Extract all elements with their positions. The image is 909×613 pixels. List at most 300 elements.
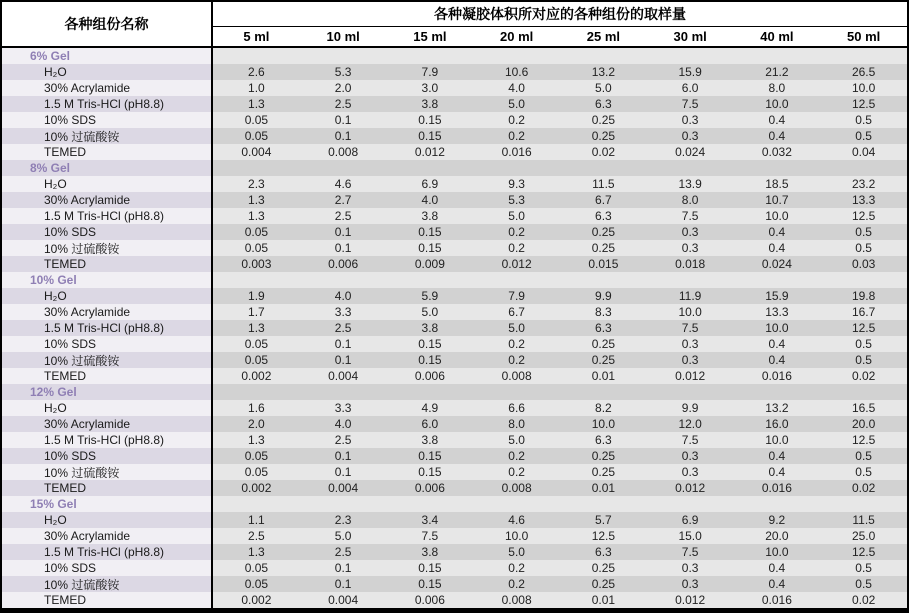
value-cell: 1.3 [213,96,300,112]
value-cell: 10.0 [734,96,821,112]
value-cell: 23.2 [820,176,907,192]
value-cell [213,384,300,400]
value-cell: 0.05 [213,464,300,480]
ingredient-label: 10% 过硫酸铵 [44,577,120,592]
value-cell: 0.012 [647,368,734,384]
ingredient-label: 30% Acrylamide [44,417,131,431]
value-cell: 1.3 [213,320,300,336]
volume-header-cell: 30 ml [673,29,707,44]
value-cell: 6.3 [560,96,647,112]
value-cell: 5.0 [387,304,474,320]
value-cell: 2.0 [213,416,300,432]
value-cell [300,272,387,288]
value-cell: 16.0 [734,416,821,432]
value-cell: 1.9 [213,288,300,304]
value-cell: 0.15 [387,112,474,128]
ingredient-label: H₂O [44,177,67,191]
value-cell: 0.024 [647,144,734,160]
value-cell: 0.4 [734,240,821,256]
value-cell: 5.7 [560,512,647,528]
value-cell: 19.8 [820,288,907,304]
value-cell: 6.3 [560,544,647,560]
value-cell: 11.5 [820,512,907,528]
value-cell [300,48,387,64]
value-cell [647,272,734,288]
volume-header-cell: 20 ml [500,29,534,44]
ingredient-label: H₂O [44,289,67,303]
value-cell: 15.9 [647,64,734,80]
value-cell: 0.15 [387,560,474,576]
ingredient-row [2,144,907,160]
value-cell: 6.9 [647,512,734,528]
ingredient-label: 1.5 M Tris-HCl (pH8.8) [44,545,165,559]
value-cell: 21.2 [734,64,821,80]
value-cell: 0.1 [300,464,387,480]
ingredient-row [2,64,907,80]
value-cell: 0.5 [820,224,907,240]
value-cell: 8.2 [560,400,647,416]
value-cell: 0.012 [647,480,734,496]
value-cell: 2.5 [300,544,387,560]
section-row [2,272,907,288]
value-cell: 6.0 [387,416,474,432]
value-cell [387,384,474,400]
volume-header-cell: 10 ml [326,29,360,44]
ingredient-row [2,128,907,144]
value-cell: 0.4 [734,336,821,352]
value-cell: 0.25 [560,576,647,592]
ingredient-label: 10% SDS [44,449,97,463]
value-cell: 0.5 [820,352,907,368]
value-cell: 0.003 [213,256,300,272]
ingredient-label: 1.5 M Tris-HCl (pH8.8) [44,209,165,223]
value-cell: 0.25 [560,240,647,256]
ingredient-row [2,544,907,560]
value-cell: 0.25 [560,128,647,144]
value-cell: 12.5 [820,96,907,112]
value-cell: 3.4 [387,512,474,528]
value-cell: 11.9 [647,288,734,304]
ingredient-label: H₂O [44,401,67,415]
value-cell: 7.5 [387,528,474,544]
main-header-title: 各种凝胶体积所对应的各种组份的取样量 [213,2,907,27]
value-cell: 13.9 [647,176,734,192]
ingredient-label: TEMED [44,369,86,383]
value-cell: 1.6 [213,400,300,416]
value-cell [213,496,300,512]
ingredient-row [2,208,907,224]
value-cell [560,160,647,176]
value-cell: 0.02 [820,480,907,496]
value-cell: 0.05 [213,112,300,128]
value-cell: 13.2 [560,64,647,80]
value-cell: 0.25 [560,224,647,240]
value-cell: 0.05 [213,352,300,368]
value-cell: 9.3 [473,176,560,192]
value-cell: 8.0 [647,192,734,208]
value-cell: 12.5 [560,528,647,544]
ingredient-row [2,96,907,112]
value-cell [387,160,474,176]
value-cell: 0.009 [387,256,474,272]
value-cell: 0.15 [387,464,474,480]
value-cell: 5.0 [473,208,560,224]
ingredient-label: 10% SDS [44,337,97,351]
components-column-header: 各种组份名称 [2,2,213,46]
value-cell: 2.0 [300,80,387,96]
value-cell [734,160,821,176]
value-cell: 1.3 [213,208,300,224]
volume-header-cell: 50 ml [847,29,881,44]
value-cell: 0.1 [300,128,387,144]
value-cell: 8.0 [734,80,821,96]
value-cell: 0.5 [820,128,907,144]
value-cell: 0.4 [734,576,821,592]
value-cell: 2.5 [300,432,387,448]
value-cell: 0.3 [647,240,734,256]
value-cell [387,272,474,288]
value-cell [820,384,907,400]
value-cell: 0.3 [647,128,734,144]
value-cell: 0.015 [560,256,647,272]
value-cell: 2.5 [300,208,387,224]
value-cell: 12.5 [820,208,907,224]
value-cell [213,160,300,176]
value-cell: 6.3 [560,208,647,224]
value-cell: 4.0 [300,416,387,432]
ingredient-row [2,448,907,464]
value-cell: 0.1 [300,112,387,128]
volume-header-row [213,27,907,46]
value-cell: 7.5 [647,208,734,224]
value-cell [734,272,821,288]
ingredient-label: 1.5 M Tris-HCl (pH8.8) [44,433,165,447]
ingredient-label: 30% Acrylamide [44,529,131,543]
value-cell: 12.5 [820,320,907,336]
value-cell: 4.0 [387,192,474,208]
value-cell: 3.8 [387,320,474,336]
value-cell: 7.9 [387,64,474,80]
value-cell: 0.012 [387,144,474,160]
value-cell [820,160,907,176]
value-cell: 4.6 [300,176,387,192]
value-cell: 11.5 [560,176,647,192]
table-body [2,48,907,608]
value-cell: 0.016 [734,480,821,496]
section-row [2,160,907,176]
value-cell: 0.016 [473,144,560,160]
value-cell: 5.3 [473,192,560,208]
value-cell: 0.2 [473,112,560,128]
value-cell: 10.6 [473,64,560,80]
value-cell: 10.0 [734,320,821,336]
value-cell [213,48,300,64]
volume-header-cell: 25 ml [586,29,620,44]
value-cell: 0.2 [473,240,560,256]
ingredient-row [2,176,907,192]
value-cell: 0.1 [300,224,387,240]
value-cell: 0.4 [734,464,821,480]
ingredient-label: 10% 过硫酸铵 [44,465,120,480]
value-cell: 2.5 [300,320,387,336]
value-cell: 16.7 [820,304,907,320]
value-cell: 5.0 [473,96,560,112]
value-cell: 0.5 [820,336,907,352]
volume-header-cell: 40 ml [760,29,794,44]
ingredient-label: 30% Acrylamide [44,81,131,95]
value-cell: 0.5 [820,240,907,256]
value-cell: 9.9 [560,288,647,304]
ingredient-label: TEMED [44,593,86,607]
value-cell: 9.9 [647,400,734,416]
ingredient-label: TEMED [44,481,86,495]
value-cell: 4.9 [387,400,474,416]
ingredient-label: 30% Acrylamide [44,305,131,319]
value-cell: 0.1 [300,576,387,592]
value-cell: 8.0 [473,416,560,432]
value-cell [560,496,647,512]
value-cell: 0.024 [734,256,821,272]
value-cell: 0.008 [300,144,387,160]
value-cell: 2.7 [300,192,387,208]
value-cell: 4.0 [473,80,560,96]
value-cell: 1.0 [213,80,300,96]
value-cell: 6.7 [560,192,647,208]
value-cell: 0.018 [647,256,734,272]
ingredient-row [2,336,907,352]
value-cell [647,160,734,176]
value-cell: 0.01 [560,480,647,496]
value-cell: 0.4 [734,352,821,368]
value-cell: 0.004 [300,368,387,384]
ingredient-row [2,192,907,208]
volume-header-cell: 5 ml [243,29,270,44]
value-cell: 0.02 [820,368,907,384]
ingredient-label: 10% SDS [44,113,97,127]
value-cell [387,496,474,512]
ingredient-label: TEMED [44,257,86,271]
value-cell: 10.0 [647,304,734,320]
ingredient-row [2,288,907,304]
value-cell: 2.6 [213,64,300,80]
ingredient-row [2,416,907,432]
ingredient-label: 10% 过硫酸铵 [44,353,120,368]
value-cell: 0.05 [213,448,300,464]
ingredient-label: H₂O [44,513,67,527]
value-cell: 0.25 [560,448,647,464]
value-cell: 0.3 [647,224,734,240]
value-cell: 25.0 [820,528,907,544]
value-cell: 0.25 [560,336,647,352]
value-cell: 0.008 [473,592,560,608]
value-cell [300,160,387,176]
value-cell: 0.25 [560,560,647,576]
value-cell: 18.5 [734,176,821,192]
value-cell: 13.2 [734,400,821,416]
value-cell [734,384,821,400]
value-cell: 0.002 [213,480,300,496]
value-cell: 0.25 [560,464,647,480]
value-cell: 0.006 [387,368,474,384]
value-cell: 0.2 [473,560,560,576]
value-cell: 0.2 [473,352,560,368]
value-cell: 0.2 [473,464,560,480]
value-cell: 10.0 [820,80,907,96]
value-cell: 0.25 [560,112,647,128]
value-cell: 0.02 [560,144,647,160]
value-cell [560,272,647,288]
value-cell: 0.05 [213,240,300,256]
ingredient-row [2,592,907,608]
value-cell: 0.3 [647,560,734,576]
value-cell: 16.5 [820,400,907,416]
value-cell: 1.3 [213,432,300,448]
value-cell: 0.4 [734,448,821,464]
value-cell: 12.5 [820,544,907,560]
value-cell [647,384,734,400]
value-cell: 0.05 [213,576,300,592]
section-label: 6% Gel [30,49,71,63]
value-cell: 3.0 [387,80,474,96]
table-header [2,2,907,48]
value-cell: 6.3 [560,432,647,448]
section-label: 10% Gel [30,273,77,287]
value-cell: 0.03 [820,256,907,272]
value-cell: 5.0 [473,544,560,560]
value-cell: 6.7 [473,304,560,320]
value-cell: 2.3 [213,176,300,192]
section-row [2,496,907,512]
value-cell: 0.004 [300,480,387,496]
value-cell: 6.6 [473,400,560,416]
value-cell: 0.1 [300,448,387,464]
ingredient-label: 1.5 M Tris-HCl (pH8.8) [44,97,165,111]
value-cell: 0.1 [300,352,387,368]
value-cell: 2.5 [300,96,387,112]
value-cell: 0.4 [734,560,821,576]
value-cell: 10.0 [560,416,647,432]
value-cell: 0.5 [820,112,907,128]
value-cell [387,48,474,64]
value-cell: 0.1 [300,336,387,352]
value-cell: 0.012 [473,256,560,272]
ingredient-row [2,560,907,576]
value-cell: 0.4 [734,128,821,144]
value-cell: 12.0 [647,416,734,432]
value-cell: 0.2 [473,336,560,352]
value-cell [560,48,647,64]
value-cell: 3.8 [387,208,474,224]
value-cell: 2.5 [213,528,300,544]
value-cell: 4.6 [473,512,560,528]
value-cell: 0.2 [473,224,560,240]
value-cell: 26.5 [820,64,907,80]
value-cell [560,384,647,400]
section-row [2,384,907,400]
value-cell: 15.0 [647,528,734,544]
value-cell: 0.4 [734,112,821,128]
value-cell: 5.0 [473,320,560,336]
value-cell: 0.5 [820,560,907,576]
value-cell: 0.1 [300,560,387,576]
value-cell [734,496,821,512]
ingredient-label: 10% 过硫酸铵 [44,241,120,256]
value-cell: 0.3 [647,336,734,352]
value-cell: 0.15 [387,224,474,240]
value-cell: 7.5 [647,96,734,112]
value-cell: 7.5 [647,544,734,560]
value-cell: 0.3 [647,464,734,480]
value-cell: 10.0 [734,208,821,224]
value-cell: 0.4 [734,224,821,240]
value-cell: 10.0 [473,528,560,544]
value-cell: 7.5 [647,320,734,336]
ingredient-row [2,352,907,368]
ingredient-row [2,400,907,416]
ingredient-row [2,464,907,480]
section-label: 8% Gel [30,161,71,175]
value-cell: 0.006 [387,592,474,608]
value-cell: 1.7 [213,304,300,320]
value-cell: 0.05 [213,224,300,240]
section-label: 15% Gel [30,497,77,511]
section-row [2,48,907,64]
value-cell: 1.3 [213,544,300,560]
ingredient-row [2,112,907,128]
value-cell: 0.01 [560,592,647,608]
value-cell: 1.3 [213,192,300,208]
value-cell: 15.9 [734,288,821,304]
ingredient-label: 10% 过硫酸铵 [44,129,120,144]
value-cell: 9.2 [734,512,821,528]
value-cell [300,384,387,400]
value-cell: 5.0 [473,432,560,448]
value-cell: 0.016 [734,592,821,608]
value-cell: 0.5 [820,464,907,480]
value-cell: 12.5 [820,432,907,448]
value-cell: 13.3 [734,304,821,320]
value-cell: 0.1 [300,240,387,256]
value-cell: 6.9 [387,176,474,192]
ingredient-row [2,480,907,496]
value-cell [473,272,560,288]
value-cell: 0.15 [387,352,474,368]
value-cell [647,496,734,512]
value-cell: 0.5 [820,576,907,592]
value-cell: 3.3 [300,400,387,416]
value-cell [820,48,907,64]
value-cell: 0.002 [213,368,300,384]
value-cell: 0.05 [213,336,300,352]
value-cell: 10.0 [734,432,821,448]
value-cell: 1.1 [213,512,300,528]
value-cell: 8.3 [560,304,647,320]
value-cell: 6.3 [560,320,647,336]
value-cell: 7.9 [473,288,560,304]
value-cell [473,384,560,400]
ingredient-row [2,240,907,256]
value-cell: 6.0 [647,80,734,96]
value-cell: 0.05 [213,560,300,576]
ingredient-label: 10% SDS [44,225,97,239]
ingredient-row [2,320,907,336]
section-label: 12% Gel [30,385,77,399]
value-cell: 0.3 [647,112,734,128]
value-cell: 0.2 [473,576,560,592]
value-cell: 10.0 [734,544,821,560]
value-cell: 4.0 [300,288,387,304]
value-cell: 0.04 [820,144,907,160]
